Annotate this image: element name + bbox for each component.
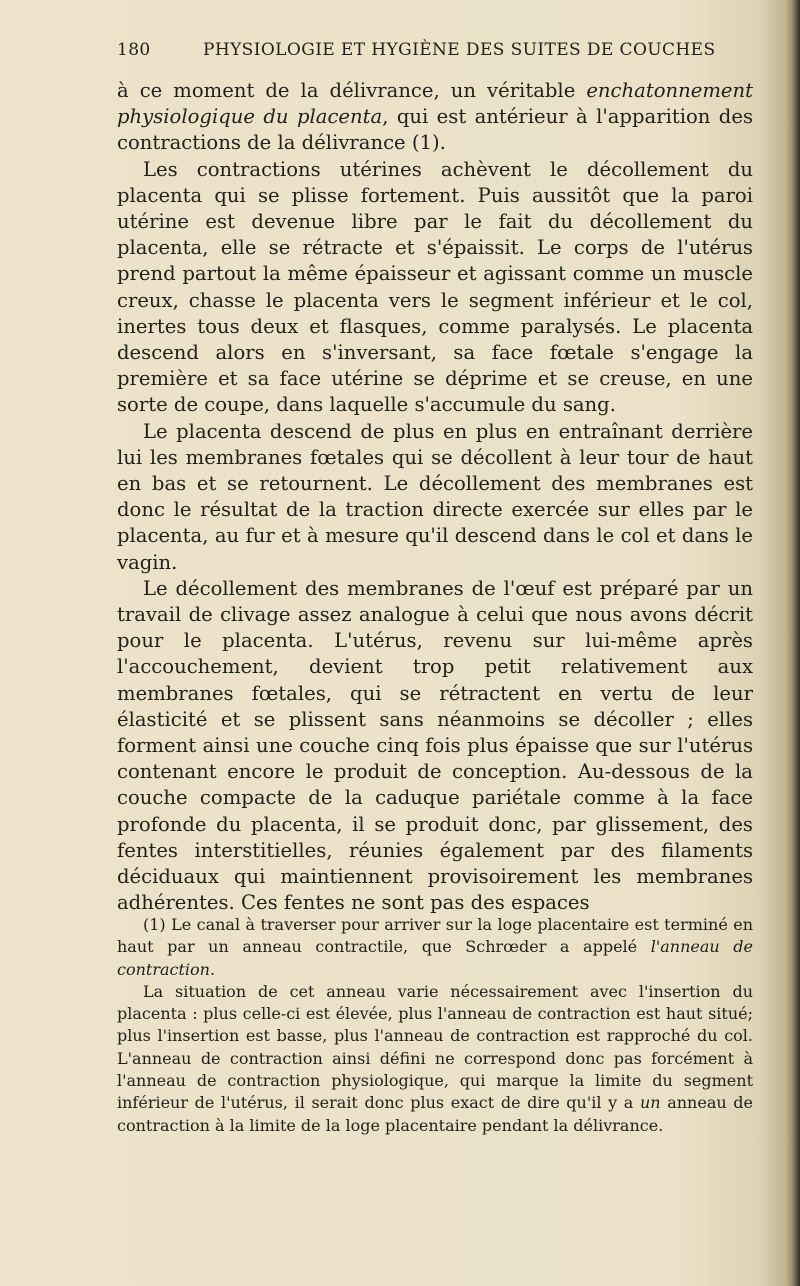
paragraph-2: Les contractions utérines achèvent le décollement du placenta qui se plisse fortement. Puis aussitôt que la paroi utérine est devenue libre par le fait du décollement du placenta, elle se rétracte et s'épaissit. Le corps de l'utérus prend partout la même épaisseur et agissant comme un muscle creux, chasse le placenta vers le segment inférieur et le col, inertes tous deux et flasques, comme paralysés. Le placenta descend alors en s'inversant, sa face fœtale s'engage la première et sa face utérine se déprime et se creuse, en une sorte de coupe, dans laquelle s'accumule du sang. xyxy=(117,157,753,417)
footnote-2-end: anneau de contraction à la limite de la loge placentaire pendant la délivrance. xyxy=(117,1093,754,1135)
footnote-1 xyxy=(117,914,753,981)
paragraph-1-end: , qui est antérieur à l'apparition des contractions de la délivrance (1). xyxy=(117,105,753,155)
footnote-2 xyxy=(117,981,753,1137)
paragraph-1-italic: enchatonnement physiologique du placenta xyxy=(117,79,753,129)
footnote-2-start: La situation de cet anneau varie nécessairement avec l'insertion du placenta : plus celle-ci est élevée, plus l'anneau de contraction est haut situé; plus l'insertion est basse, plus l'anneau de contraction est rapproché du col. L'anneau de contraction ainsi défini ne correspond donc pas forcément à l'anneau de contraction physiologique, qui marque la limite du segment inférieur de l'utérus, il serait donc plus exact de dire qu'il y a xyxy=(117,981,753,1113)
page-number: 180 xyxy=(117,40,151,60)
running-title: PHYSIOLOGIE ET HYGIÈNE DES SUITES DE COUCHES xyxy=(203,40,716,60)
footnotes xyxy=(117,914,753,1137)
page-edge-shadow xyxy=(786,0,800,1286)
paragraph-4: Le décollement des membranes de l'œuf est préparé par un travail de clivage assez analogue à celui que nous avons décrit pour le placenta. L'utérus, revenu sur lui-même après l'accouchement, devient trop petit relativement aux membranes fœtales, qui se rétractent en vertu de leur élasticité et se plissent sans néanmoins se décoller ; elles forment ainsi une couche cinq fois plus épaisse que sur l'utérus contenant encore le produit de conception. Au-dessous de la couche compacte de la caduque pariétale comme à la face profonde du placenta, il se produit donc, par glissement, des fentes interstitielles, réunies également par des filaments déciduaux qui maintiennent provisoirement les membranes adhérentes. Ces fentes ne sont pas des espaces xyxy=(117,576,753,915)
running-header xyxy=(117,40,767,66)
paragraph-3: Le placenta descend de plus en plus en entraînant derrière lui les membranes fœtales qui se décollent à leur tour de haut en bas et se retournent. Le décollement des membranes est donc le résultat de la traction directe exercée sur elles par le placenta, au fur et à mesure qu'il descend dans le col et dans le vagin. xyxy=(117,419,753,574)
paragraph-1 xyxy=(117,78,753,157)
footnote-1-italic: l'anneau de contraction. xyxy=(117,937,754,979)
paragraph-1-start: à ce moment de la délivrance, un véritable xyxy=(117,79,587,102)
main-text xyxy=(117,78,753,917)
footnote-1-start: (1) Le canal à traverser pour arriver sur la loge placentaire est terminé en haut par un anneau contractile, que Schrœder a appelé xyxy=(117,915,753,957)
footnote-2-italic: un xyxy=(639,1093,661,1113)
